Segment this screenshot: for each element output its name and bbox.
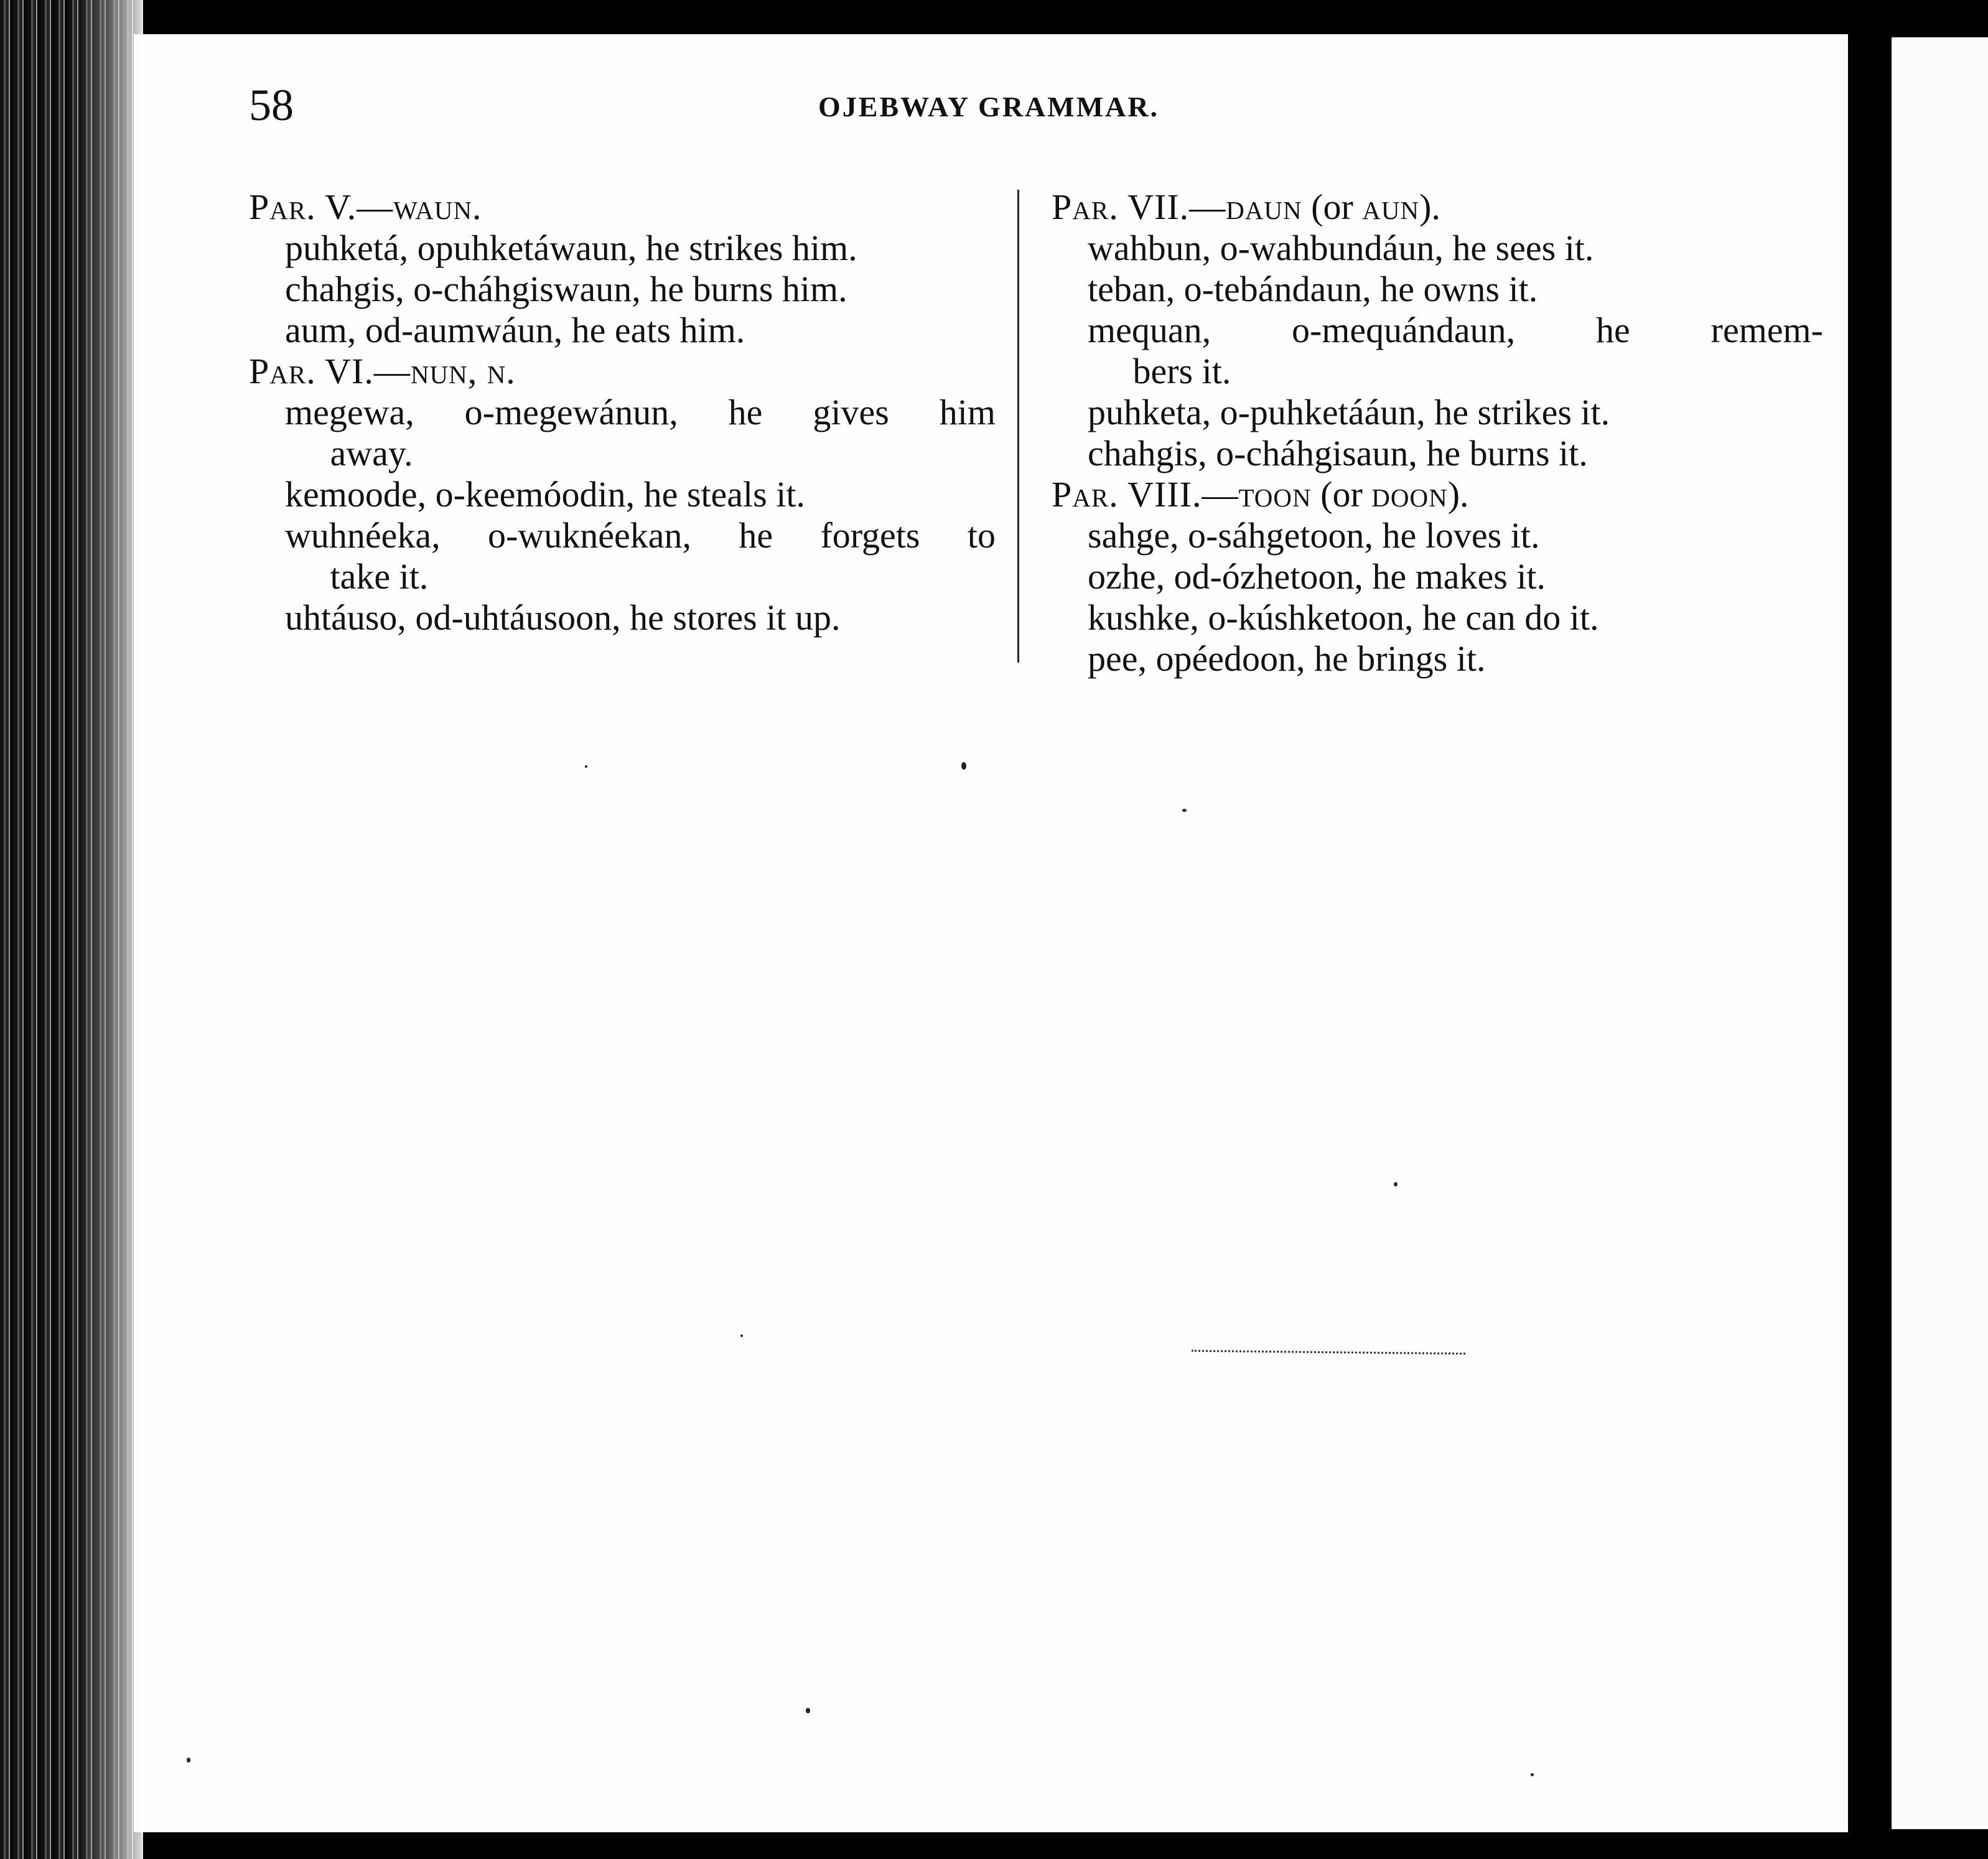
paradigm-heading-v <box>249 187 996 228</box>
paradigm-heading-vii <box>1052 187 1823 228</box>
verb-entry: teban, o-tebándaun, he owns it. <box>1088 269 1538 309</box>
verb-entry: kushke, o-kúshketoon, he can do it. <box>1088 597 1599 638</box>
paradigm-label: Par. VI. <box>249 351 374 391</box>
paradigm-label: Par. VIII. <box>1052 474 1202 515</box>
paradigm-suffix: —nun, n. <box>373 351 516 391</box>
scan-speck <box>740 1335 743 1337</box>
scan-speck <box>585 765 587 768</box>
verb-entry-text: mequan, o-mequándaun, he remem- <box>1088 310 1823 350</box>
verb-entry: wahbun, o-wahbundáun, he sees it. <box>1088 228 1594 268</box>
right-column <box>1052 187 1823 679</box>
verb-entry: sahge, o-sáhgetoon, he loves it. <box>1088 515 1540 556</box>
page-number: 58 <box>249 80 294 130</box>
scan-speck <box>187 1758 190 1763</box>
verb-entry: aum, od-aumwáun, he eats him. <box>285 310 745 350</box>
verb-entry-continuation: take it. <box>330 556 429 597</box>
verb-entry: kemoode, o-keemóodin, he steals it. <box>285 474 805 515</box>
adjacent-page-strip <box>1892 37 1988 1829</box>
paradigm-suffix: —toon <box>1202 474 1312 515</box>
paradigm-suffix-paren: (or <box>1311 474 1372 515</box>
page-edge-gap <box>1851 0 1892 1859</box>
scan-speck <box>1182 809 1187 812</box>
paradigm-suffix-paren: (or <box>1302 187 1363 227</box>
scan-speck <box>1531 1773 1534 1776</box>
verb-entry: puhketa, o-puhketááun, he strikes it. <box>1088 392 1610 432</box>
paradigm-suffix: —daun <box>1189 187 1302 227</box>
verb-entry-continuation: away. <box>330 433 413 473</box>
verb-entry: puhketá, opuhketáwaun, he strikes him. <box>285 228 857 268</box>
verb-entry-text: wuhnéeka, o-wuknéekan, he forgets to <box>285 515 996 556</box>
verb-entry: uhtáuso, od-uhtáusoon, he stores it up. <box>285 597 841 638</box>
paradigm-suffix: —waun. <box>357 187 482 227</box>
paradigm-suffix-alt: aun <box>1362 187 1420 227</box>
verb-entry <box>249 392 996 474</box>
verb-entry-text: megewa, o-megewánun, he gives him <box>285 392 996 432</box>
paradigm-heading-vi <box>249 351 996 392</box>
verb-entry: pee, opéedoon, he brings it. <box>1088 638 1486 679</box>
verb-entry <box>249 515 996 597</box>
gutter-shadow <box>75 0 143 1859</box>
paradigm-suffix-alt: doon <box>1371 474 1448 515</box>
verb-entry-continuation: bers it. <box>1132 351 1231 391</box>
verb-entry <box>1052 310 1823 392</box>
verb-entry: chahgis, o-cháhgiswaun, he burns him. <box>285 269 847 309</box>
paradigm-heading-viii <box>1052 474 1823 515</box>
verb-entry: ozhe, od-ózhetoon, he makes it. <box>1088 556 1546 597</box>
paradigm-suffix-close: ). <box>1447 474 1469 515</box>
column-rule <box>1017 190 1019 663</box>
scan-speck <box>806 1708 810 1713</box>
scan-speck <box>1394 1182 1398 1186</box>
paradigm-label: Par. V. <box>249 187 357 227</box>
paradigm-label: Par. VII. <box>1052 187 1190 227</box>
left-column <box>249 187 996 638</box>
paradigm-suffix-close: ). <box>1419 187 1440 227</box>
running-head: OJEBWAY GRAMMAR. <box>818 91 1160 123</box>
scan-speck <box>961 762 966 770</box>
verb-entry: chahgis, o-cháhgisaun, he burns it. <box>1088 433 1588 473</box>
